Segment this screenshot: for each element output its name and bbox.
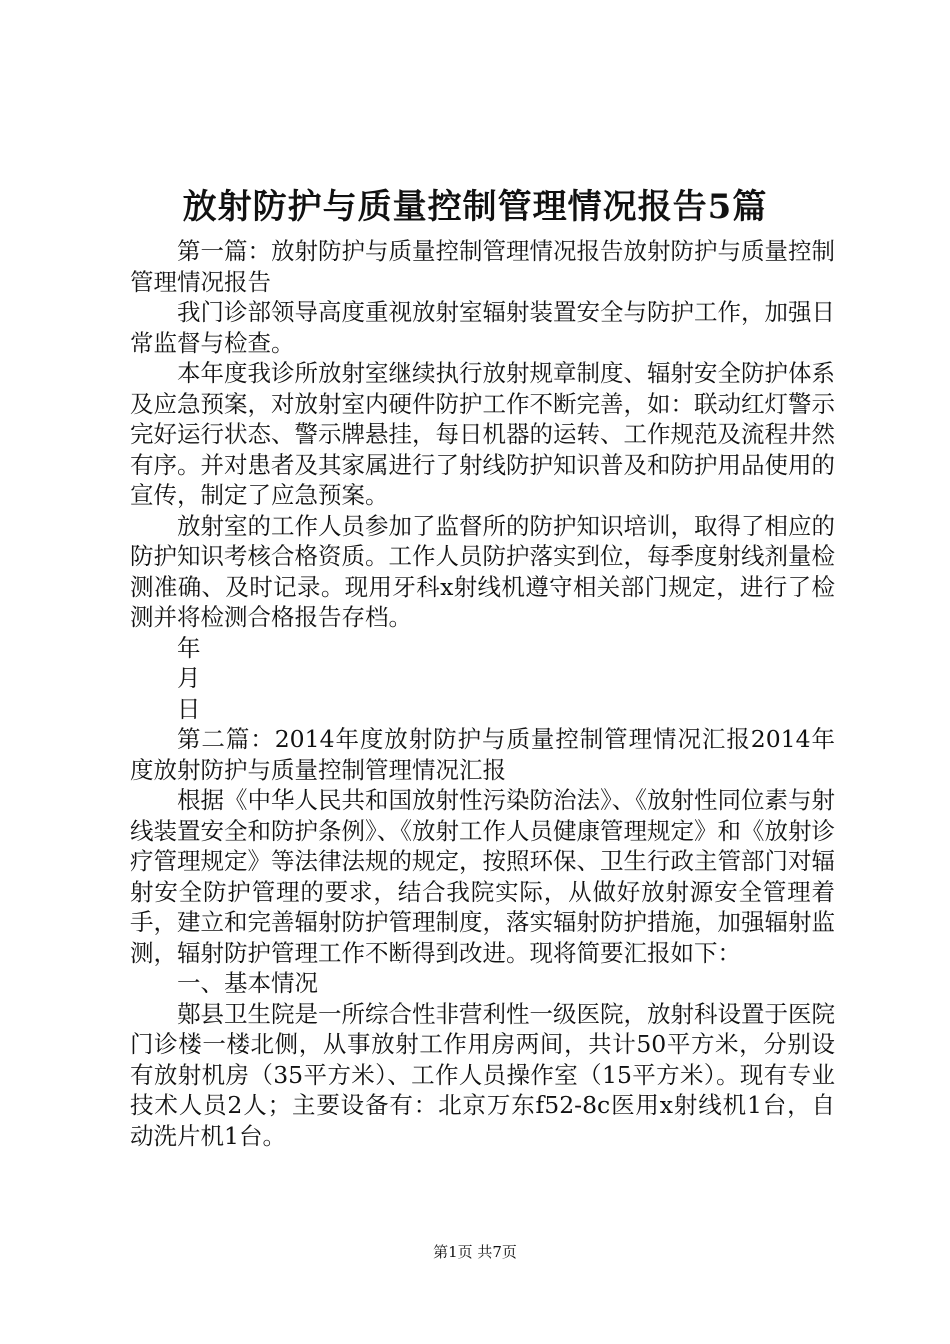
paragraph: 放射室的工作人员参加了监督所的防护知识培训，取得了相应的防护知识考核合格资质。工作人员防护落实到位，每季度射线剂量检测准确、及时记录。现用牙科x射线机遵守相关部门规定，进行了检测并将检测合格报告存档。 [130,511,835,631]
paragraph: 本年度我诊所放射室继续执行放射规章制度、辐射安全防护体系及应急预案，对放射室内硬件防护工作不断完善，如：联动红灯警示完好运行状态、警示牌悬挂，每日机器的运转、工作规范及流程井然有序。并对患者及其家属进行了射线防护知识普及和防护用品使用的宣传，制定了应急预案。 [130,359,835,509]
page-number: 第1页 共7页 [433,1243,517,1261]
document-title: 放射防护与质量控制管理情况报告5篇 [182,187,768,227]
paragraph: 第二篇：2014年度放射防护与质量控制管理情况汇报2014年度放射防护与质量控制管理情况汇报 [130,725,835,784]
date-year-label: 年 [177,633,201,662]
section-heading: 一、基本情况 [177,969,318,997]
date-month-label: 月 [177,664,201,692]
paragraph: 根据《中华人民共和国放射性污染防治法》、《放射性同位素与射线装置安全和防护条例》、《放射工作人员健康管理规定》和《放射诊疗管理规定》等法律法规的规定，按照环保、卫生行政主管部门对辐射安全防护管理的要求，结合我院实际，从做好放射源安全管理着手，建立和完善辐射防护管理制度，落实辐射防护措施，加强辐射监测，辐射防护管理工作不断得到改进。现将简要汇报如下： [130,786,835,967]
paragraph: 第一篇：放射防护与质量控制管理情况报告放射防护与质量控制管理情况报告 [130,237,835,296]
date-day-label: 日 [177,694,201,723]
paragraph: 鄚县卫生院是一所综合性非营利性一级医院，放射科设置于医院门诊楼一楼北侧，从事放射工作用房两间，共计50平方米，分别设有放射机房（35平方米）、工作人员操作室（15平方米）。现有专业技术人员2人；主要设备有：北京万东f52-8c医用x射线机1台，自动洗片机1台。 [130,999,835,1150]
document-body [130,236,835,1151]
paragraph: 我门诊部领导高度重视放射室辐射装置安全与防护工作，加强日常监督与检查。 [130,298,835,357]
